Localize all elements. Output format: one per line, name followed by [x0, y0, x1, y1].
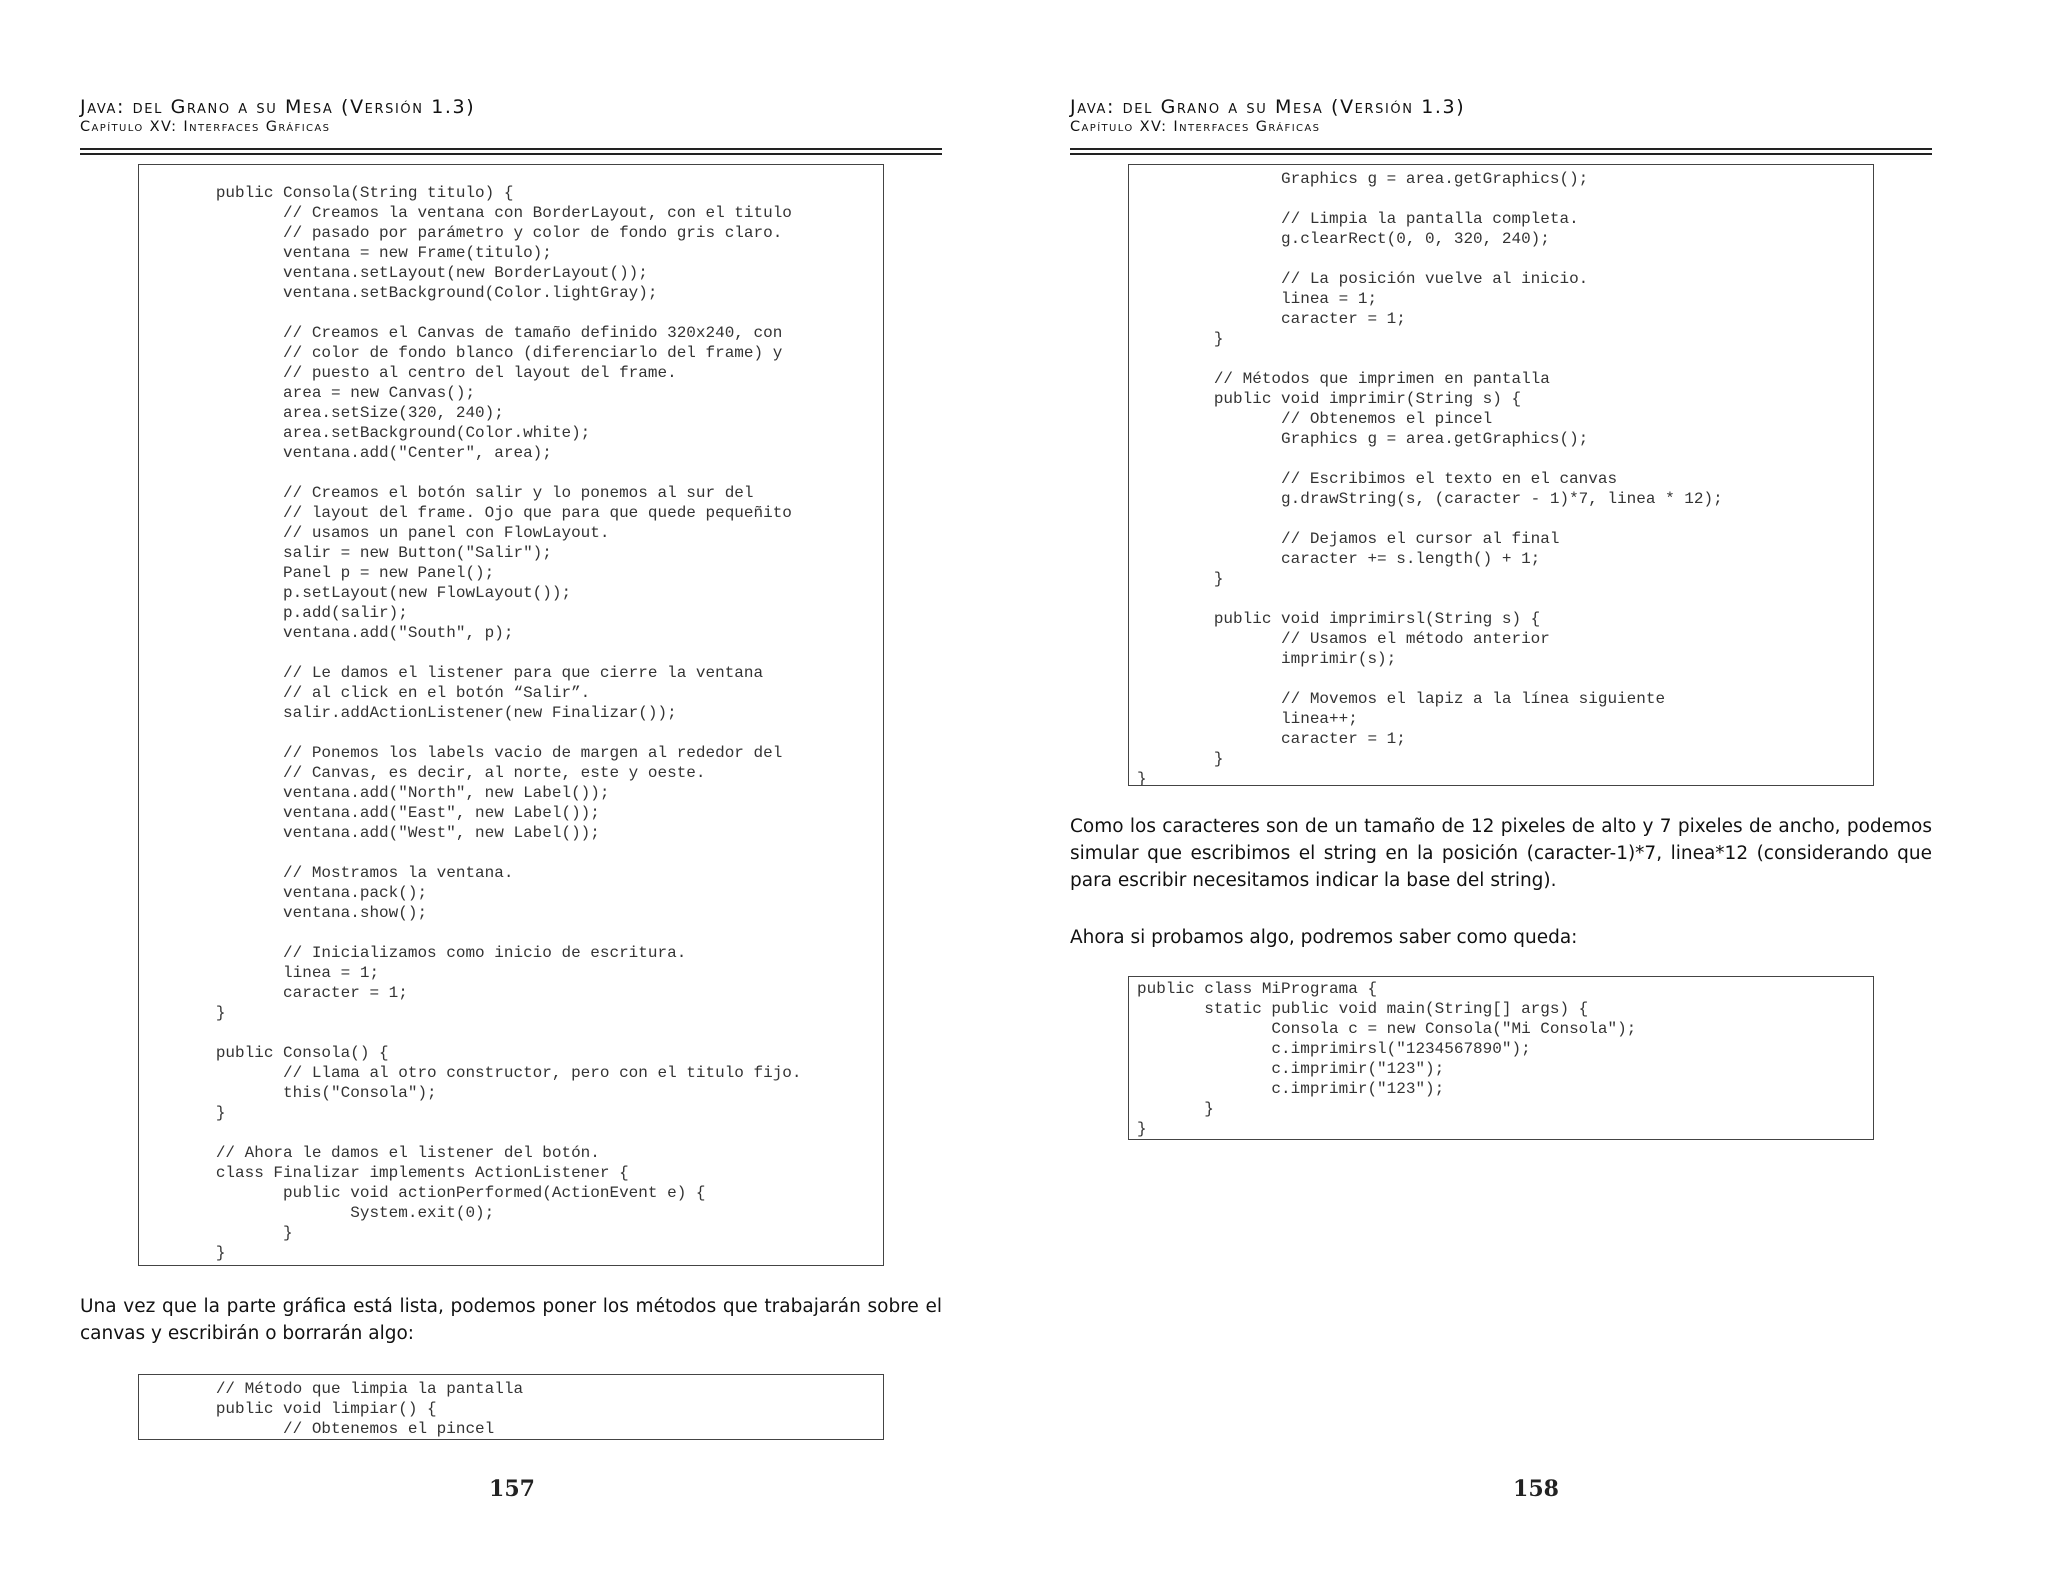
- page-header: [1070, 96, 1932, 136]
- code-listing: public class MiPrograma { static public void main(String[] args) { Consola c = new Consola("Mi Consola"); c.imprimirsl("1234567890"); c.imprimir("123"); c.imprimir("123"); } }: [1137, 980, 1637, 1138]
- header-rule-bottom: [1070, 153, 1932, 155]
- book-title: Java: del Grano a su Mesa (Versión 1.3): [80, 96, 476, 118]
- header-rule-top: [1070, 148, 1932, 150]
- page-number: 158: [1513, 1476, 1559, 1502]
- code-listing: public Consola(String titulo) { // Creamos la ventana con BorderLayout, con el titulo // pasado por parámetro y color de fondo gris claro. ventana = new Frame(titulo); ventana.setLayout(new BorderLayout()); ventana.setBackground(Color.lightGray); // Creamos el Canvas de tamaño definido 320x240, con // color de fondo blanco (diferenciarlo del frame) y // puesto al centro del layout del frame. area = new Canvas(); area.setSize(320, 240); area.setBackground(Color.white); ventana.add("Center", area); // Creamos el botón salir y lo ponemos al sur del // layout del frame. Ojo que para que quede pequeñito // usamos un panel con FlowLayout. salir = new Button("Salir"); Panel p = new Panel(); p.setLayout(new FlowLayout()); p.add(salir); ventana.add("South", p); // Le damos el listener para que cierre la ventana // al click en el botón “Salir”. salir.addActionListener(new Finalizar()); // Ponemos los labels vacio de margen al rededor del // Canvas, es decir, al norte, este y oeste. ventana.add("North", new Label()); ventana.add("East", new Label()); ventana.add("West", new Label()); // Mostramos la ventana. ventana.pack(); ventana.show(); // Inicializamos como inicio de escritura. linea = 1; caracter = 1; } public Consola() { // Llama al otro constructor, pero con el titulo fijo. this("Consola"); } // Ahora le damos el listener del botón. class Finalizar implements ActionListener { public void actionPerformed(ActionEvent e) { System.exit(0); } }: [215, 184, 802, 1262]
- chapter-title: Capítulo XV: Interfaces Gráficas: [80, 119, 331, 135]
- header-rule-top: [80, 148, 942, 150]
- right-page: [1024, 0, 2048, 1582]
- code-block-continued: [138, 1374, 884, 1440]
- page-header: [80, 96, 942, 136]
- body-paragraph: Ahora si probamos algo, podremos saber como queda:: [1070, 927, 1578, 948]
- code-listing: Graphics g = area.getGraphics(); // Limpia la pantalla completa. g.clearRect(0, 0, 320, 240); // La posición vuelve al inicio. linea = 1; caracter = 1; } // Métodos que imprimen en pantalla public void imprimir(String s) { // Obtenemos el pincel Graphics g = area.getGraphics(); // Escribimos el texto en el canvas g.drawString(s, (caracter - 1)*7, linea * 12); // Dejamos el cursor al final caracter += s.length() + 1; } public void imprimirsl(String s) { // Usamos el método anterior imprimir(s); // Movemos el lapiz a la línea siguiente linea++; caracter = 1; } }: [1137, 170, 1723, 786]
- page-number: 157: [489, 1476, 535, 1502]
- book-title: Java: del Grano a su Mesa (Versión 1.3): [1070, 96, 1466, 118]
- chapter-title: Capítulo XV: Interfaces Gráficas: [1070, 119, 1321, 135]
- body-paragraph: Como los caracteres son de un tamaño de 12 pixeles de alto y 7 pixeles de ancho, podemos simular que escribimos el string en la posición (caracter-1)*7, linea*12 (considerando que para escribir necesitamos indicar la base del string).: [1070, 816, 1932, 891]
- header-rule-bottom: [80, 153, 942, 155]
- code-block: [1128, 976, 1874, 1140]
- body-paragraph: Una vez que la parte gráfica está lista, podemos poner los métodos que trabajarán sobre el canvas y escribirán o borrarán algo:: [80, 1296, 942, 1344]
- code-block: [138, 164, 884, 1266]
- code-listing: // Método que limpia la pantalla public void limpiar() { // Obtenemos el pincel: [215, 1380, 524, 1438]
- code-block: [1128, 164, 1874, 786]
